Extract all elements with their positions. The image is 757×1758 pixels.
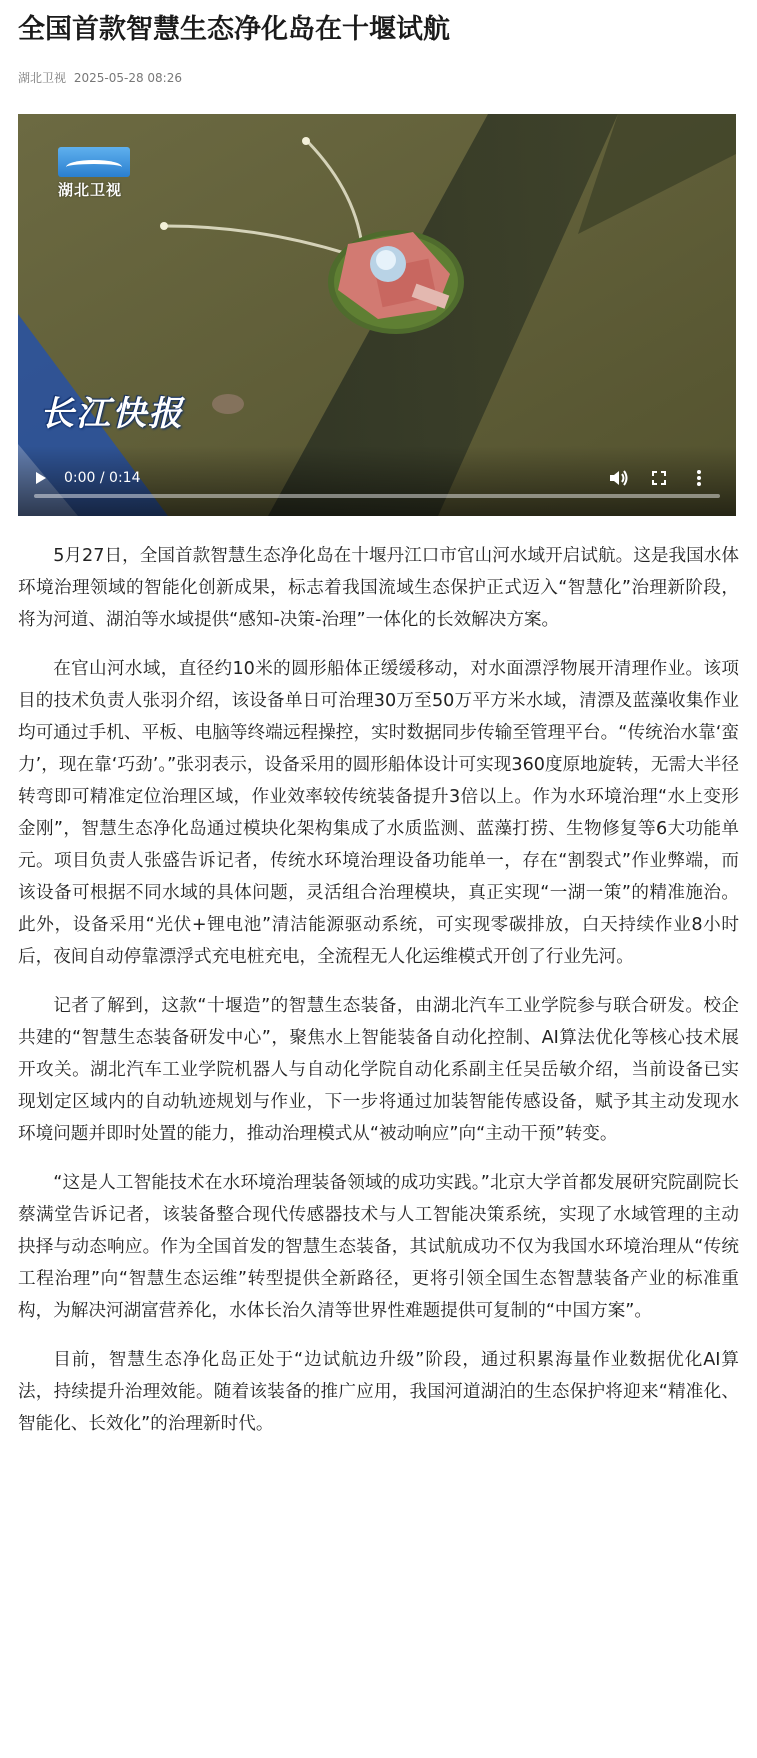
article-date: 2025-05-28 08:26 [73,71,182,85]
article-paragraph: 在官山河水域，直径约10米的圆形船体正缓缓移动，对水面漂浮物展开清理作业。该项目的技术负责人张羽介绍，该设备单日可治理30万至50万平方米水域，清漂及蓝藻收集作业均可通过手机、平板、电脑等终端远程操控，实时数据同步传输至管理平台。“传统治水靠‘蛮力’，现在靠‘巧劲’。”张羽表示，设备采用的圆形船体设计可实现360度原地旋转，无需大半径转弯即可精准定位治理区域，作业效率较传统装备提升3倍以上。作为水环境治理“水上变形金刚”，智慧生态净化岛通过模块化架构集成了水质监测、蓝藻打捞、生物修复等6大功能单元。项目负责人张盛告诉记者，传统水环境治理设备功能单一，存在“割裂式”作业弊端，而该设备可根据不同水域的具体问题，灵活组合治理模块，真正实现“一湖一策”的精准施治。此外，设备采用“光伏+锂电池”清洁能源驱动系统，可实现零碳排放，白天持续作业8小时后，夜间自动停靠漂浮式充电桩充电，全流程无人化运维模式开创了行业先河。 [18,659,739,967]
fullscreen-icon [647,466,671,490]
play-icon [28,466,52,490]
volume-button[interactable] [606,466,630,490]
channel-logo-mark [58,147,130,177]
volume-icon [606,466,630,490]
fullscreen-button[interactable] [647,466,671,490]
video-progress-bar[interactable] [34,494,720,498]
article-body [18,540,739,1440]
article-title: 全国首款智慧生态净化岛在十堰试航 [18,14,450,45]
article-meta [18,70,739,86]
more-vertical-icon [687,466,711,490]
more-options-button[interactable] [687,466,711,490]
play-button[interactable] [28,466,52,490]
video-controls [18,446,736,516]
article-paragraph: 5月27日，全国首款智慧生态净化岛在十堰丹江口市官山河水域开启试航。这是我国水体环境治理领域的智能化创新成果，标志着我国流域生态保护正式迈入“智慧化”治理新阶段，将为河道、湖泊等水域提供“感知-决策-治理”一体化的长效解决方案。 [18,546,739,630]
channel-logo-text: 湖北卫视 [58,181,123,199]
video-time: 0:00 / 0:14 [64,470,141,486]
channel-logo [58,147,130,197]
article-paragraph: “这是人工智能技术在水环境治理装备领域的成功实践。”北京大学首都发展研究院副院长蔡满堂告诉记者，该装备整合现代传感器技术与人工智能决策系统，实现了水域管理的主动抉择与动态响应。作为全国首发的智慧生态装备，其试航成功不仅为我国水环境治理从“传统工程治理”向“智慧生态运维”转型提供全新路径，更将引领全国生态智慧装备产业的标准重构，为解决河湖富营养化，水体长治久清等世界性难题提供可复制的“中国方案”。 [18,1173,739,1321]
program-tag: 长江快报 [40,394,184,434]
video-player[interactable] [18,114,736,516]
article-paragraph: 目前，智慧生态净化岛正处于“边试航边升级”阶段，通过积累海量作业数据优化AI算法，持续提升治理效能。随着该装备的推广应用，我国河道湖泊的生态保护将迎来“精准化、智能化、长效化”的治理新时代。 [18,1350,739,1434]
article-paragraph: 记者了解到，这款“十堰造”的智慧生态装备，由湖北汽车工业学院参与联合研发。校企共建的“智慧生态装备研发中心”，聚焦水上智能装备自动化控制、AI算法优化等核心技术展开攻关。湖北汽车工业学院机器人与自动化学院自动化系副主任吴岳敏介绍，当前设备已实现划定区域内的自动轨迹规划与作业，下一步将通过加装智能传感设备，赋予其主动发现水环境问题并即时处置的能力，推动治理模式从“被动响应”向“主动干预”转变。 [18,996,739,1144]
article-source[interactable]: 湖北卫视 [18,71,67,85]
